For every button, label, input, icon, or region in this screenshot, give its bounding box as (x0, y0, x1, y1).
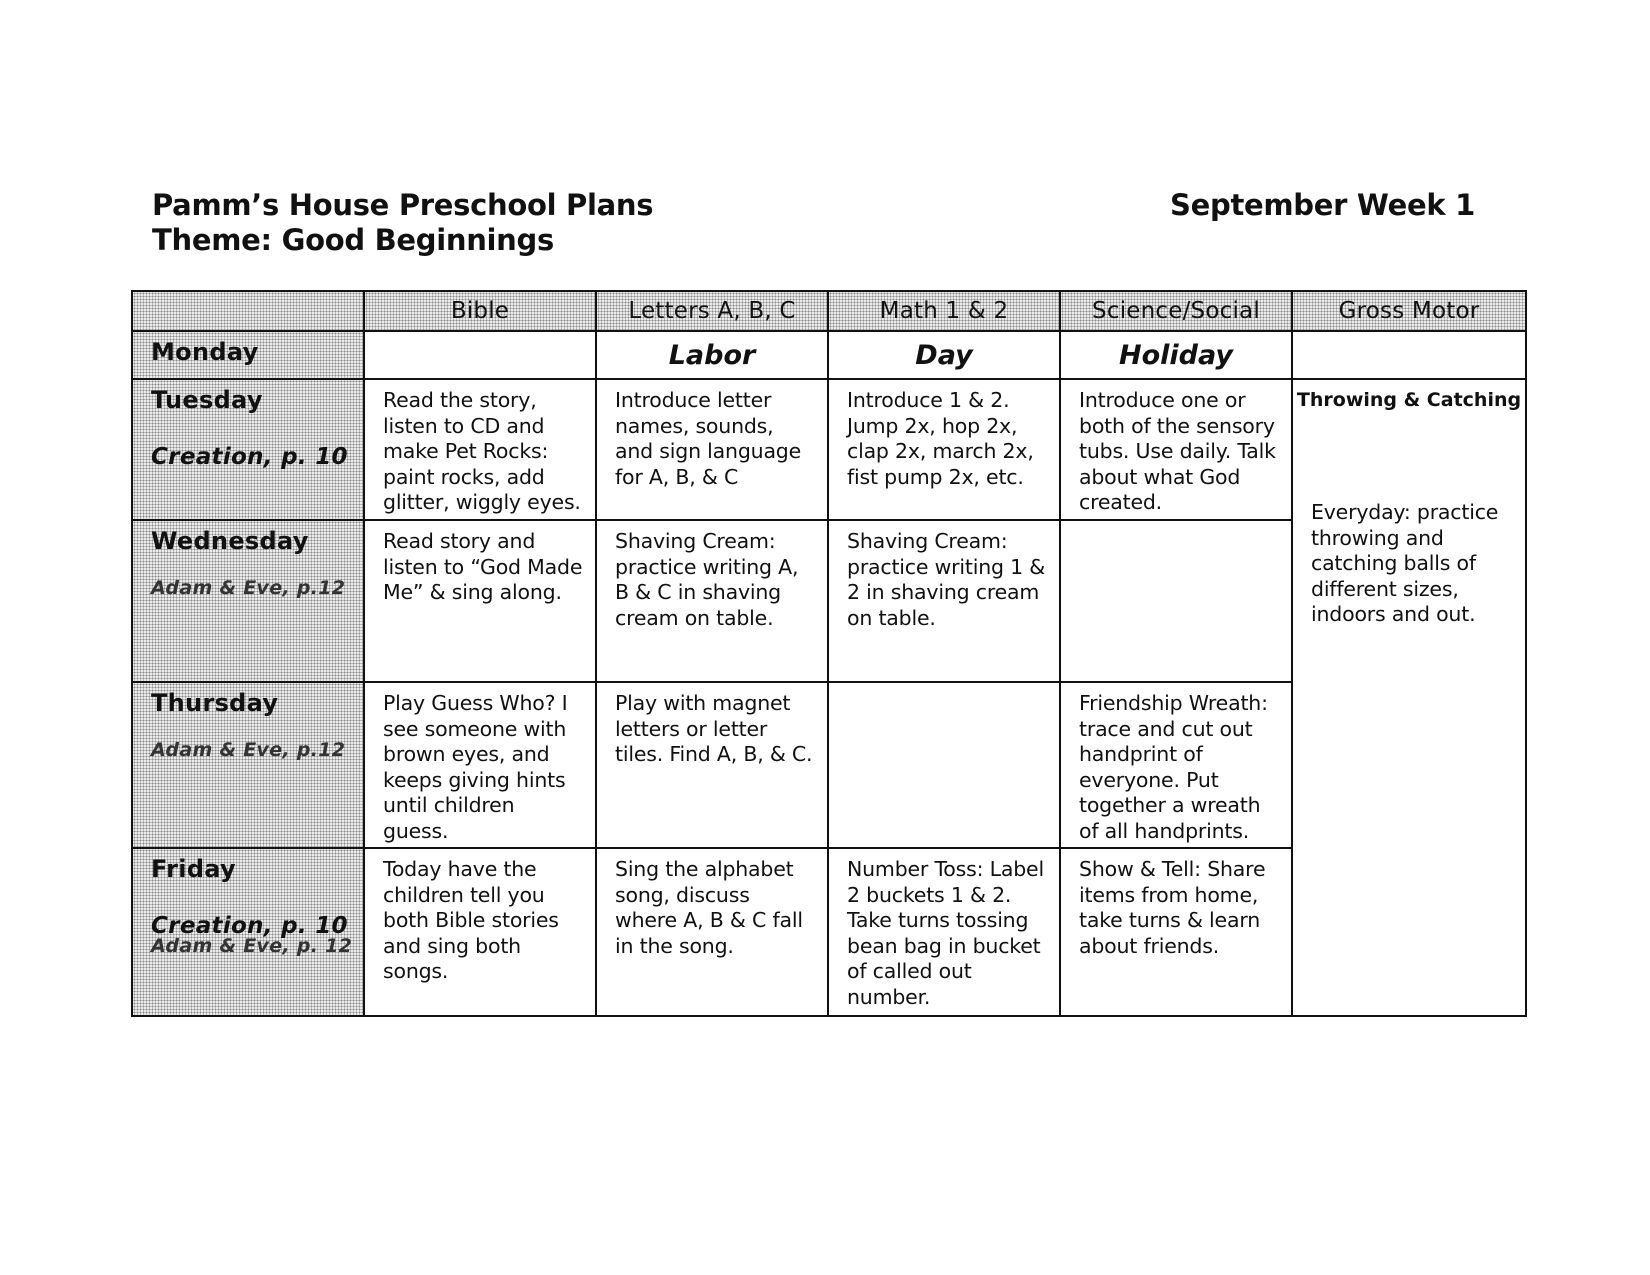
plan-cell: Friendship Wreath: trace and cut out handprint of everyone. Put together a wreath of all handprints. (1060, 682, 1292, 848)
holiday-word: Holiday (1060, 331, 1292, 379)
plan-cell: Show & Tell: Share items from home, take turns & learn about friends. (1060, 848, 1292, 1016)
bible-reference: Adam & Eve, p.12 (151, 577, 346, 599)
day-label-tuesday: Tuesday Creation, p. 10 (132, 379, 364, 520)
plan-cell: Play Guess Who? I see someone with brown eyes, and keeps giving hints until children guess. (364, 682, 596, 848)
plan-cell: Introduce one or both of the sensory tubs. Use daily. Talk about what God created. (1060, 379, 1292, 520)
lesson-plan-table (131, 290, 1527, 1017)
bible-reference: Creation, p. 10 (151, 913, 348, 939)
column-header-row (132, 291, 1526, 331)
column-header-science: Science/Social (1060, 291, 1292, 331)
plan-cell: Today have the children tell you both Bible stories and sing both songs. (364, 848, 596, 1016)
holiday-word: Labor (596, 331, 828, 379)
tuesday-row (132, 379, 1526, 520)
plan-cell: Read story and listen to “God Made Me” & sing along. (364, 520, 596, 682)
bible-reference: Creation, p. 10 (151, 444, 348, 470)
monday-row (132, 331, 1526, 379)
plan-cell: Introduce 1 & 2. Jump 2x, hop 2x, clap 2x, march 2x, fist pump 2x, etc. (828, 379, 1060, 520)
plan-cell: Number Toss: Label 2 buckets 1 & 2. Take turns tossing bean bag in bucket of called out number. (828, 848, 1060, 1016)
plan-cell: Shaving Cream: practice writing A, B & C in shaving cream on table. (596, 520, 828, 682)
gross-motor-cell (1292, 379, 1526, 1016)
monday-blank (1292, 331, 1526, 379)
monday-blank (364, 331, 596, 379)
column-header-letters: Letters A, B, C (596, 291, 828, 331)
plan-cell: Play with magnet letters or letter tiles. Find A, B, & C. (596, 682, 828, 848)
day-label-friday: Friday Creation, p. 10 Adam & Eve, p. 12 (132, 848, 364, 1016)
column-header-bible: Bible (364, 291, 596, 331)
plan-cell (1060, 520, 1292, 682)
plan-cell (828, 682, 1060, 848)
day-label-monday: Monday (132, 331, 364, 379)
plan-cell: Introduce letter names, sounds, and sign language for A, B, & C (596, 379, 828, 520)
column-header-gross-motor: Gross Motor (1292, 291, 1526, 331)
holiday-word: Day (828, 331, 1060, 379)
theme-title: Theme: Good Beginnings (152, 223, 554, 257)
corner-cell (132, 291, 364, 331)
column-header-math: Math 1 & 2 (828, 291, 1060, 331)
plan-cell: Sing the alphabet song, discuss where A, B & C fall in the song. (596, 848, 828, 1016)
page-title: Pamm’s House Preschool Plans (152, 188, 654, 222)
bible-reference: Adam & Eve, p.12 (151, 739, 346, 761)
bible-reference: Adam & Eve, p. 12 (151, 935, 353, 957)
gross-motor-body: Everyday: practice throwing and catching balls of different sizes, indoors and out. (1311, 500, 1499, 626)
day-label-thursday: Thursday Adam & Eve, p.12 (132, 682, 364, 848)
gross-motor-heading: Throwing & Catching (1296, 389, 1522, 411)
week-label: September Week 1 (1170, 188, 1475, 222)
plan-cell: Read the story, listen to CD and make Pet Rocks: paint rocks, add glitter, wiggly eyes. (364, 379, 596, 520)
day-label-wednesday: Wednesday Adam & Eve, p.12 (132, 520, 364, 682)
plan-cell: Shaving Cream: practice writing 1 & 2 in shaving cream on table. (828, 520, 1060, 682)
